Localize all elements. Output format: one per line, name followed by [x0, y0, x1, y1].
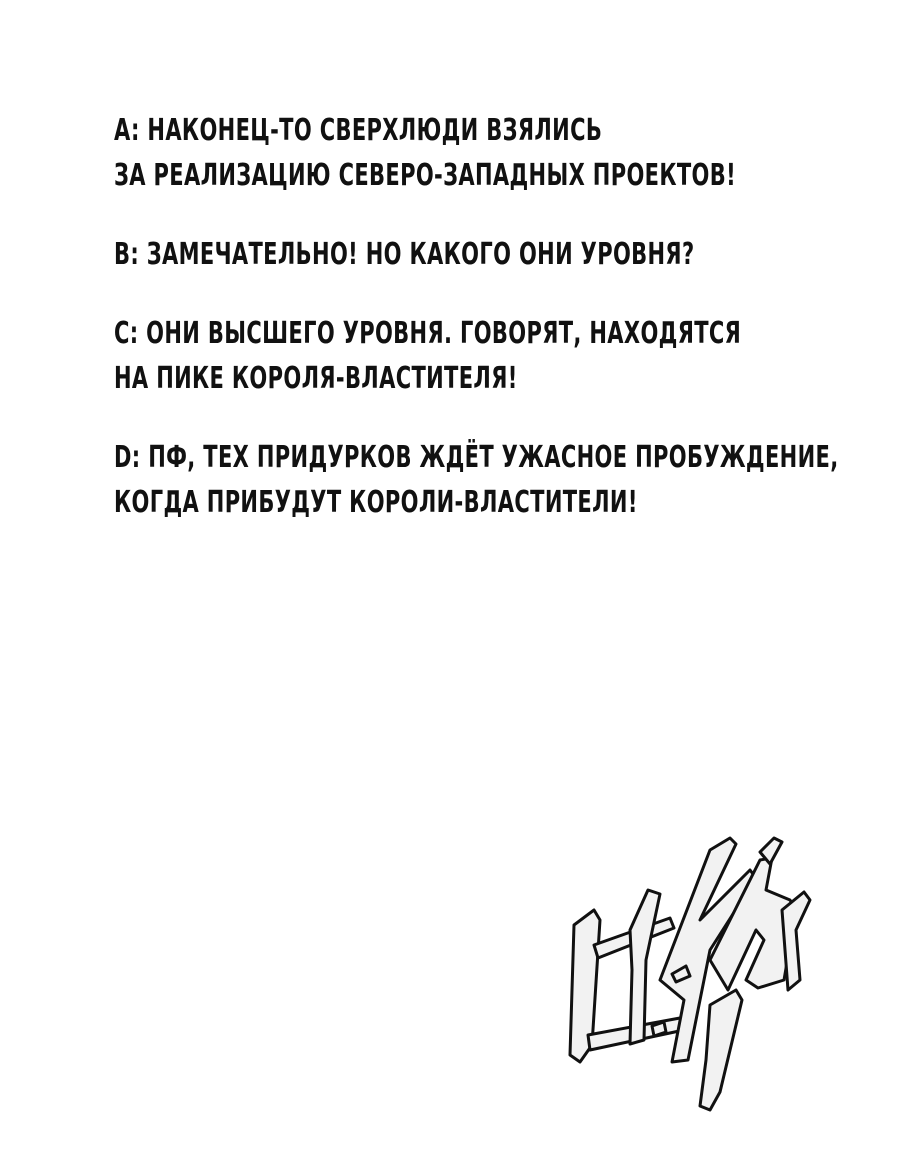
signature-logo: [560, 830, 820, 1130]
dialogue-line-d: [114, 435, 854, 525]
dialogue-line-c-1: C: ОНИ ВЫСШЕГО УРОВНЯ. ГОВОРЯТ, НАХОДЯТСЯ: [114, 316, 742, 351]
dialogue-line-c: [114, 311, 854, 401]
signature-stroke-4: [630, 890, 660, 1044]
signature-stroke-7: [700, 990, 742, 1110]
dialogue-line-a: [114, 108, 854, 198]
signature-stroke-9: [782, 892, 810, 990]
dialogue-line-a-1: A: НАКОНЕЦ-ТО СВЕРХЛЮДИ ВЗЯЛИСЬ: [114, 113, 603, 148]
dialogue-line-d-2: КОГДА ПРИБУДУТ КОРОЛИ-ВЛАСТИТЕЛИ!: [114, 485, 638, 520]
signature-stroke-10: [652, 1022, 666, 1036]
dialogue-line-b: [114, 232, 854, 277]
dialogue-line-b-1: B: ЗАМЕЧАТЕЛЬНО! НО КАКОГО ОНИ УРОВНЯ?: [114, 237, 695, 272]
dialogue-line-c-2: НА ПИКЕ КОРОЛЯ-ВЛАСТИТЕЛЯ!: [114, 361, 518, 396]
dialogue-line-d-1: D: ПФ, ТЕХ ПРИДУРКОВ ЖДЁТ УЖАСНОЕ ПРОБУЖДЕНИЕ,: [114, 440, 839, 475]
dialogue-text: [114, 108, 854, 525]
dialogue-line-a-2: ЗА РЕАЛИЗАЦИЮ СЕВЕРО-ЗАПАДНЫХ ПРОЕКТОВ!: [114, 158, 737, 193]
